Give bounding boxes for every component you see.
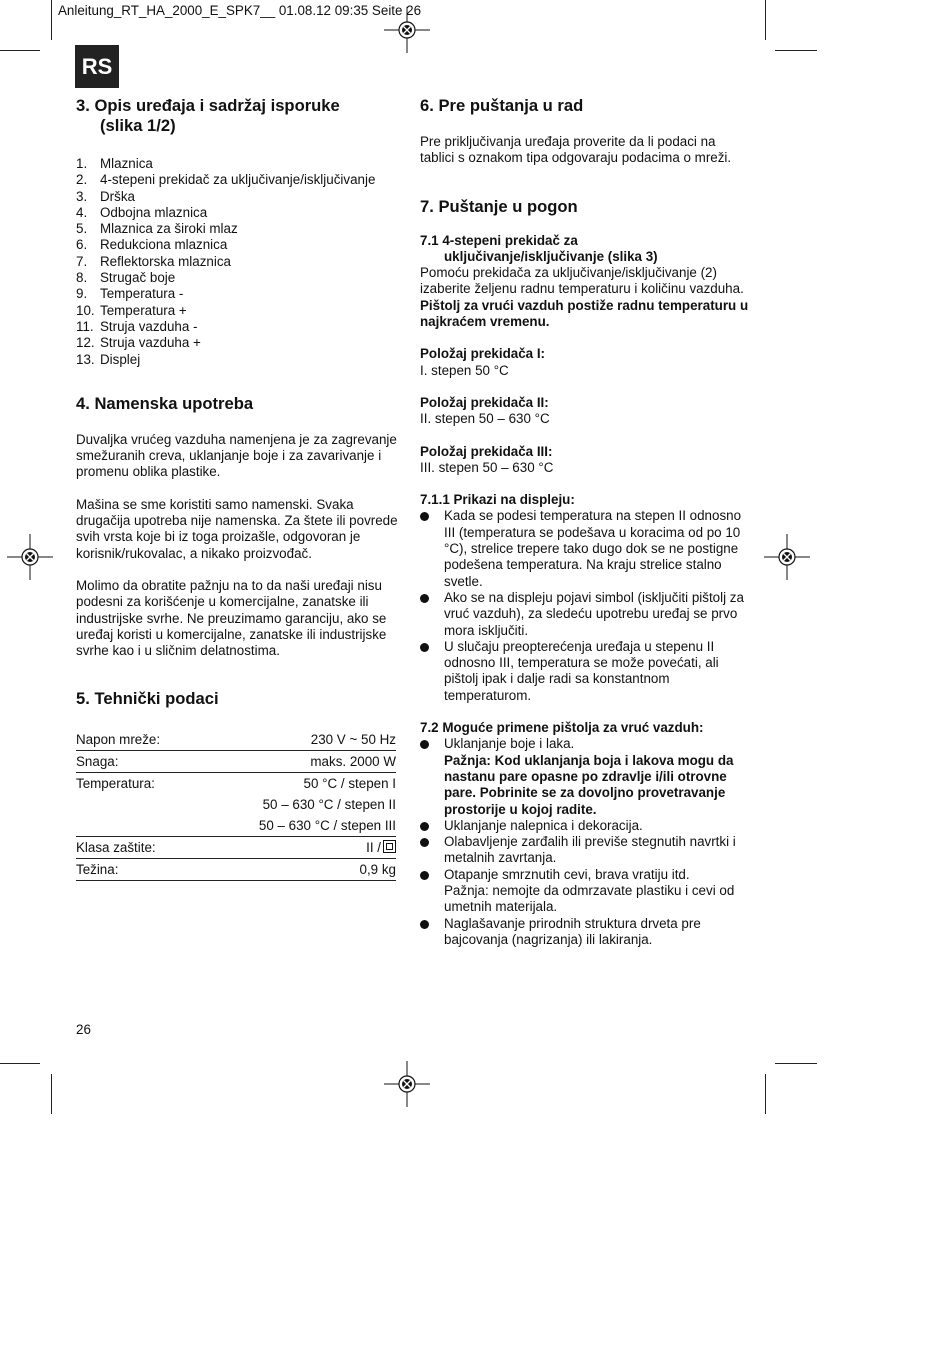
bullet-icon: [420, 643, 429, 652]
paragraph: Molimo da obratite pažnju na to da naši uređaji nisu podesni za korišćenje u komercijalne, zanatske ili industrijske svrhe. Ne preuzimamo garanciju, ako se uređaj koristi u komercijalne, zanatske ili industrijske svrhe kao i u sličnim delatnostima.: [76, 577, 387, 659]
file-header: Anleitung_RT_HA_2000_E_SPK7__ 01.08.12 09:35 Seite 26: [58, 3, 422, 18]
list-item: [420, 867, 750, 916]
page-number: 26: [76, 1022, 91, 1037]
subsection-7-1-title: 7.1 4-stepeni prekidač za: [420, 232, 578, 248]
spec-value-cell: [198, 751, 396, 773]
table-row: [76, 837, 396, 859]
spec-key: Težina:: [76, 859, 198, 881]
crop-mark: [765, 1074, 766, 1114]
spec-value: maks. 2000 W: [310, 753, 396, 769]
switch-position-2-text: II. stepen 50 – 630 °C: [420, 411, 550, 427]
list-item: [420, 639, 750, 704]
parts-list-item: [76, 319, 398, 335]
list-item: [420, 834, 750, 867]
item-label: Mlaznica za široki mlaz: [100, 221, 238, 237]
crop-mark: [765, 0, 766, 40]
parts-list-item: [76, 303, 398, 319]
registration-mark-icon: [384, 1061, 430, 1107]
table-row: [76, 773, 396, 795]
parts-list-item: [76, 189, 398, 205]
item-label: Mlaznica: [100, 156, 153, 171]
section-3-title-line2: (slika 1/2): [100, 116, 176, 135]
spec-value-cell: [198, 773, 396, 795]
spec-key: Klasa zaštite:: [76, 837, 198, 859]
paragraph: Mašina se sme koristiti samo namenski. Svaka drugačija upotreba nije namenska. Za štete ili povrede svih vrsta koje bi iz toga proizašle, odgovoran je korisnik/rukovalac, a nikako proizvođač.: [76, 496, 398, 561]
spec-key: [76, 794, 198, 815]
item-number: 5.: [76, 221, 88, 237]
spec-value: II /: [366, 839, 381, 855]
list-item-text: Uklanjanje nalepnica i dekoracija.: [444, 817, 643, 833]
protection-class-icon: [383, 840, 396, 853]
item-label: Displej: [100, 351, 141, 367]
spec-value-cell: [198, 794, 396, 815]
crop-mark: [0, 50, 40, 51]
parts-list-item: [76, 254, 398, 270]
table-row: [76, 815, 396, 837]
list-item-text: Olabavljenje zarđalih ili previše stegnutih navrtki i metalnih zavrtanja.: [444, 834, 736, 866]
crop-mark: [775, 1063, 817, 1064]
crop-mark: [51, 1074, 52, 1114]
bullet-icon: [420, 822, 429, 831]
right-column: [420, 96, 750, 948]
item-number: 10.: [76, 302, 95, 318]
crop-mark: [775, 50, 817, 51]
switch-position-2-heading: Položaj prekidača II:: [420, 394, 549, 410]
list-item: [420, 508, 750, 589]
language-badge: RS: [75, 45, 119, 88]
section-7-title: 7. Puštanje u pogon: [420, 196, 578, 216]
parts-list-item: [76, 237, 398, 253]
tech-data-table: [76, 729, 396, 881]
list-item: [420, 736, 750, 817]
crop-mark: [0, 1063, 40, 1064]
list-item: [420, 818, 750, 834]
switch-position-3-text: III. stepen 50 – 630 °C: [420, 459, 554, 475]
subsection-7-1-title-cont: uključivanje/isključivanje (slika 3): [444, 248, 658, 264]
registration-mark-icon: [764, 534, 810, 580]
item-label: Temperatura +: [100, 302, 187, 318]
parts-list-item: [76, 156, 398, 172]
spec-key: [76, 815, 198, 837]
spec-value: 50 – 630 °C / stepen III: [258, 817, 396, 833]
table-row: [76, 729, 396, 751]
registration-mark-icon: [7, 534, 53, 580]
switch-position-3-heading: Položaj prekidača III:: [420, 443, 553, 459]
item-label: 4-stepeni prekidač za uključivanje/isključivanje: [100, 172, 376, 188]
item-label: Struja vazduha +: [100, 335, 201, 351]
spec-value: 50 °C / stepen I: [303, 775, 396, 791]
bullet-icon: [420, 920, 429, 929]
section-3-title: [76, 96, 398, 116]
item-number: 4.: [76, 204, 88, 220]
list-item-text: Ako se na displeju pojavi simbol (isključiti pištolj za vruć vazduh), za sledeću upotrebu uređaj se prvo mora isključiti.: [444, 589, 744, 638]
bullet-icon: [420, 740, 429, 749]
list-item-text: Kada se podesi temperatura na stepen II odnosno III (temperatura se podešava u koracima od po 10 °C), strelice trepere tako dugo dok se ne postigne podešena temperatura. Na kraju strelice stalno svetle.: [444, 508, 742, 589]
item-label: Struja vazduha -: [100, 318, 198, 334]
left-column: [76, 96, 398, 881]
switch-position-1-heading: Položaj prekidača I:: [420, 346, 546, 362]
bullet-icon: [420, 594, 429, 603]
item-label: Redukciona mlaznica: [100, 237, 228, 253]
spec-key: Temperatura:: [76, 773, 198, 795]
paragraph: Duvaljka vrućeg vazduha namenjena je za zagrevanje smežuranih creva, uklanjanje boje i za zavarivanje i promenu oblika plastike.: [76, 431, 397, 480]
subsection-7-2-title: 7.2 Moguće primene pištolja za vruć vazduh:: [420, 720, 704, 736]
spec-value-cell: [198, 859, 396, 881]
parts-list-item: [76, 286, 398, 302]
spec-value: 230 V ~ 50 Hz: [310, 731, 396, 747]
parts-list-item: [76, 205, 398, 221]
spec-value: 50 – 630 °C / stepen II: [262, 796, 396, 812]
item-number: 3.: [76, 188, 88, 204]
subsection-7-1-1-title: 7.1.1 Prikazi na displeju:: [420, 492, 575, 508]
item-label: Strugač boje: [100, 270, 176, 286]
paragraph: Pomoću prekidača za uključivanje/isključivanje (2) izaberite željenu radnu temperaturu i količinu vazduha.: [420, 265, 744, 297]
applications-list: [420, 736, 750, 948]
bullet-icon: [420, 838, 429, 847]
item-number: 1.: [76, 156, 88, 171]
switch-position-1-text: I. stepen 50 °C: [420, 362, 509, 378]
spec-value-cell: [198, 815, 396, 837]
section-6-title: 6. Pre puštanja u rad: [420, 96, 584, 115]
section-4-title: 4. Namenska upotreba: [76, 393, 254, 413]
paragraph-bold: Pištolj za vrući vazduh postiže radnu temperaturu u najkraćem vremenu.: [420, 297, 749, 330]
section-3-title-cont: [76, 116, 398, 136]
parts-list-item: [76, 335, 398, 351]
item-number: 8.: [76, 270, 88, 286]
item-label: Odbojna mlaznica: [100, 204, 208, 220]
parts-list-item: [76, 221, 398, 237]
item-number: 7.: [76, 253, 88, 269]
item-number: 6.: [76, 237, 88, 253]
item-label: Temperatura -: [100, 286, 184, 302]
table-row: [76, 794, 396, 815]
spec-value: 0,9 kg: [359, 861, 396, 877]
section-5-title: 5. Tehnički podaci: [76, 689, 219, 709]
item-label: Reflektorska mlaznica: [100, 253, 231, 269]
bullet-icon: [420, 512, 429, 521]
spec-value-cell: [198, 729, 396, 751]
table-row: [76, 751, 396, 773]
item-number: 12.: [76, 335, 95, 351]
bullet-icon: [420, 871, 429, 880]
crop-mark: [51, 0, 52, 40]
parts-list-item: [76, 352, 398, 368]
list-item-text: Otapanje smrznutih cevi, brava vratiju itd.: [444, 866, 690, 882]
list-item: [420, 916, 750, 949]
warning-text: Pažnja: Kod uklanjanja boja i lakova mogu da nastanu pare opasne po zdravlje i/ili otrovne pare. Pobrinite se za dovoljno provetravanje prostorije u kojoj radite.: [444, 752, 734, 817]
item-number: 13.: [76, 351, 95, 367]
parts-list: [76, 156, 398, 368]
parts-list-item: [76, 172, 398, 188]
spec-value-cell: [198, 837, 396, 859]
section-3-title-line1: 3. Opis uređaja i sadržaj isporuke: [76, 96, 340, 115]
list-item: [420, 590, 750, 639]
spec-key: Napon mreže:: [76, 731, 161, 747]
paragraph: Pre priključivanja uređaja proverite da li podaci na tablici s oznakom tipa odgovaraju podacima o mreži.: [420, 134, 732, 166]
item-number: 11.: [76, 318, 94, 334]
item-number: 9.: [76, 286, 88, 302]
list-item-text: Uklanjanje boje i laka.: [444, 736, 575, 752]
display-indications-list: [420, 508, 750, 704]
list-item-text: U slučaju preopterećenja uređaja u stepenu II odnosno III, temperatura se može povećati, ali pištolj ipak i dalje radi sa konstantnom temperaturom.: [444, 638, 719, 703]
note-text: Pažnja: nemojte da odmrzavate plastiku i cevi od umetnih materijala.: [444, 882, 735, 915]
item-label: Drška: [100, 188, 135, 204]
table-row: [76, 859, 396, 881]
parts-list-item: [76, 270, 398, 286]
spec-key: Snaga:: [76, 751, 198, 773]
registration-mark-icon: [384, 7, 430, 53]
item-number: 2.: [76, 172, 88, 188]
list-item-text: Naglašavanje prirodnih struktura drveta pre bajcovanja (nagrizanja) ili lakiranja.: [444, 915, 701, 947]
